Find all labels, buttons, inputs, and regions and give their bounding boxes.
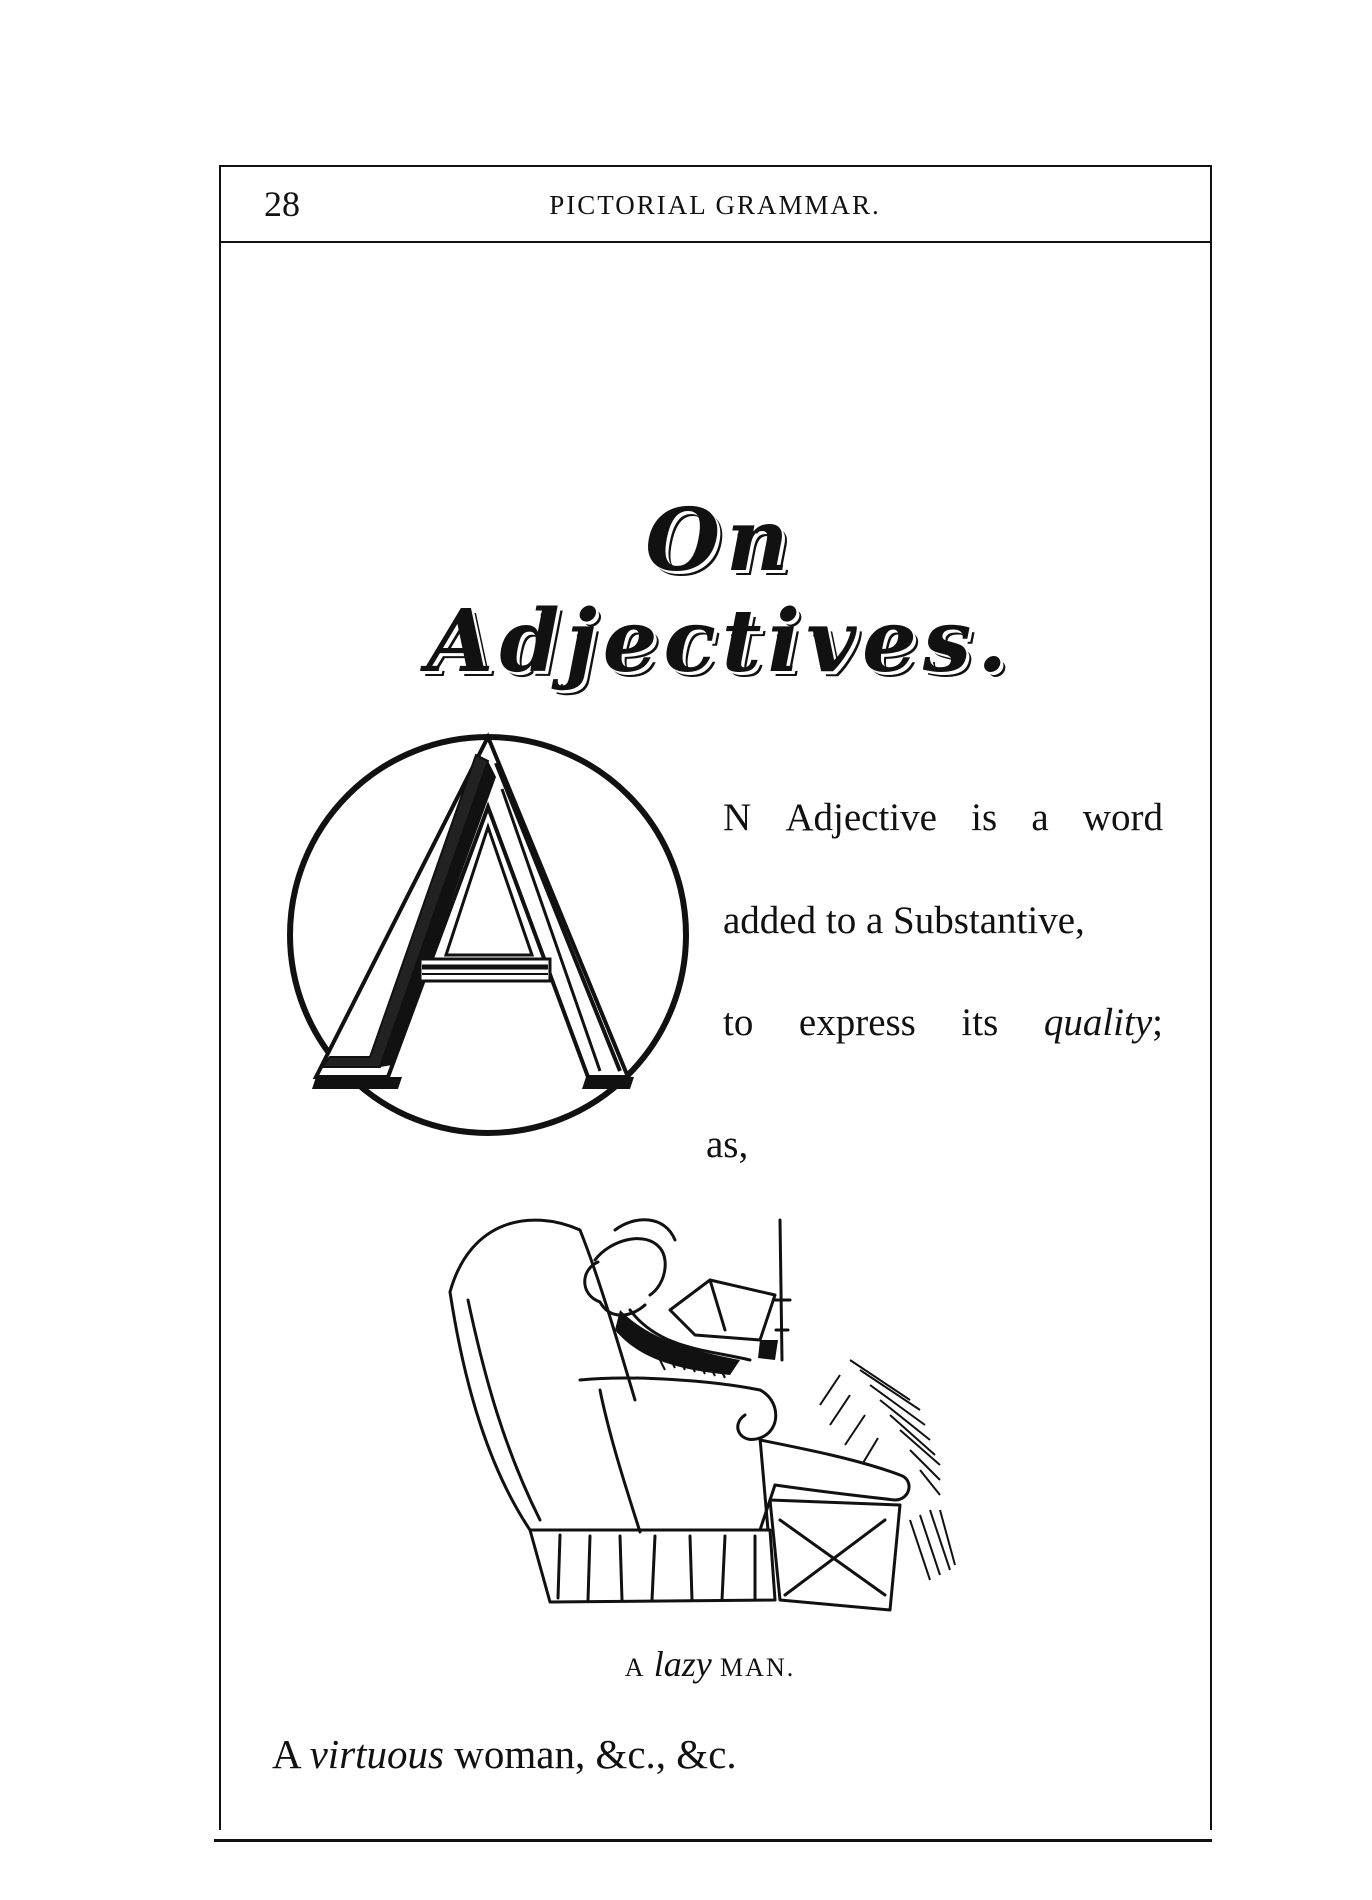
body-line-4: as, xyxy=(706,1123,749,1166)
body-word: express xyxy=(798,1001,916,1044)
body-emphasis-group xyxy=(1044,1000,1163,1045)
page-frame-right xyxy=(1210,165,1212,1830)
page-number: 28 xyxy=(264,184,300,224)
body-punctuation: ; xyxy=(1152,1001,1163,1044)
chapter-title: On Adjectives. xyxy=(426,490,1014,692)
body-line-3 xyxy=(723,1000,1163,1045)
body-word: N xyxy=(723,796,752,839)
example-emphasis: virtuous xyxy=(309,1731,445,1777)
bottom-rule xyxy=(214,1839,1212,1842)
body-line-1 xyxy=(723,795,1163,840)
example-suffix: woman, &c., &c. xyxy=(454,1731,737,1777)
illustration-lazy-man xyxy=(430,1200,1010,1630)
example-line xyxy=(272,1730,737,1778)
body-word: Adjective xyxy=(785,796,937,839)
caption-prefix: A xyxy=(624,1653,646,1682)
header-rule xyxy=(219,241,1212,243)
running-title: PICTORIAL GRAMMAR. xyxy=(549,190,881,220)
body-word: to xyxy=(723,1001,754,1044)
drop-cap xyxy=(270,715,710,1155)
page-frame-left xyxy=(219,165,221,1830)
illustration-caption xyxy=(430,1643,990,1685)
caption-emphasis: lazy xyxy=(653,1644,712,1684)
body-word: its xyxy=(961,1001,999,1044)
body-word: word xyxy=(1082,796,1163,839)
example-prefix: A xyxy=(272,1731,300,1777)
body-line-2: added to a Substantive, xyxy=(723,899,1085,942)
drop-cap-letter: A xyxy=(270,715,271,716)
caption-suffix: MAN. xyxy=(720,1653,796,1682)
body-word: a xyxy=(1031,796,1049,839)
body-word: is xyxy=(971,796,998,839)
body-emphasis: quality xyxy=(1043,1001,1153,1044)
page-frame-top xyxy=(219,165,1212,167)
